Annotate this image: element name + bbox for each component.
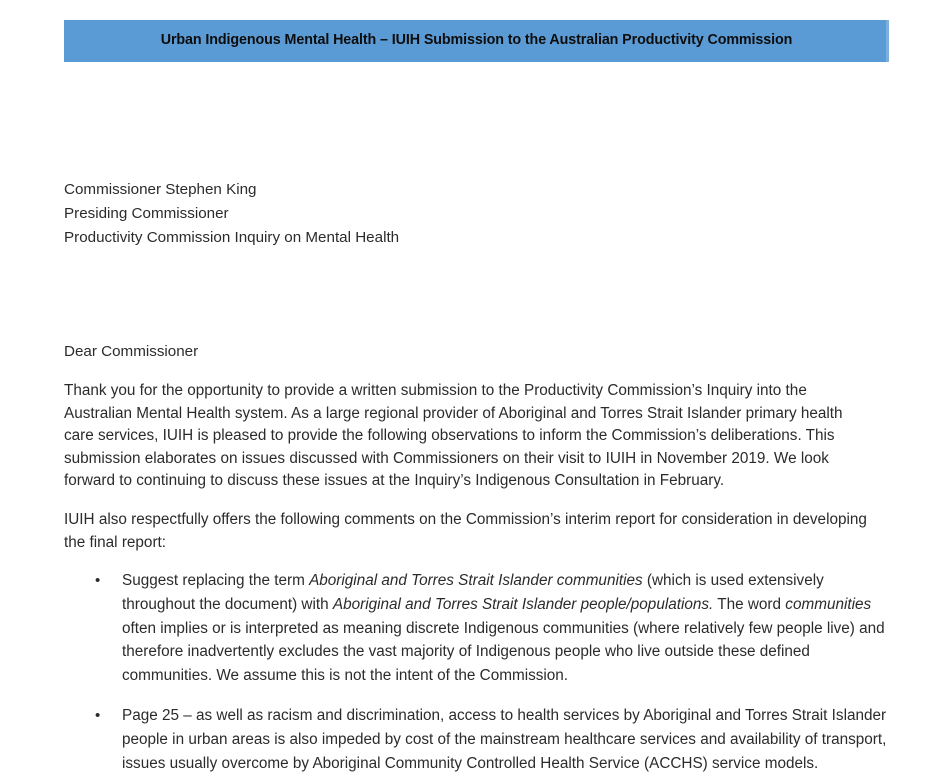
list-item-text: Suggest replacing the term Aboriginal and Torres Strait Islander communities (which is used extensively throughout the document) with Aboriginal and Torres Strait Islander people/populations. The word communities often implies or is interpreted as meaning discrete Indigenous communities (where relatively few people live) and therefore inadvertently excludes the vast majority of Indigenous people who live outside these defined communities. We assume this is not the intent of the Commission. <box>122 572 885 684</box>
bullet-marker-icon: • <box>95 572 101 590</box>
list-item <box>64 704 892 775</box>
emphasised-term: Aboriginal and Torres Strait Islander communities <box>309 572 643 590</box>
list-item-text: Page 25 – as well as racism and discrimination, access to health services by Aboriginal and Torres Strait Islander people in urban areas is also impeded by cost of the mainstream healthcare services and availability of transport, issues usually overcome by Aboriginal Community Controlled Health Service (ACCHS) service models. <box>122 707 887 772</box>
document-header-banner <box>64 20 889 62</box>
bullet-marker-icon: • <box>95 707 101 725</box>
addressee-line-2: Presiding Commissioner <box>64 205 229 222</box>
list-item <box>64 569 892 687</box>
salutation: Dear Commissioner <box>64 343 199 360</box>
body-paragraph-1: Thank you for the opportunity to provide a written submission to the Productivity Commission’s Inquiry into the Australian Mental Health system. As a large regional provider of Aboriginal and Torres Strait Islander primary health care services, IUIH is pleased to provide the following observations to inform the Commission’s deliberations. This submission elaborates on issues discussed with Commissioners on their visit to IUIH in November 2019. We look forward to continuing to discuss these issues at the Inquiry’s Indigenous Consultation in February. <box>64 382 843 490</box>
emphasised-term: communities <box>785 596 872 614</box>
body-paragraph-2: IUIH also respectfully offers the following comments on the Commission’s interim report for consideration in developing the final report: <box>64 510 867 551</box>
document-body <box>64 178 892 775</box>
emphasised-term: Aboriginal and Torres Strait Islander people/populations. <box>332 596 714 614</box>
header-banner-right-edge <box>886 20 889 62</box>
document-header-title: Urban Indigenous Mental Health – IUIH Submission to the Australian Productivity Commission <box>160 32 793 49</box>
comments-bullet-list <box>64 569 892 775</box>
addressee-block <box>64 178 892 250</box>
addressee-line-3: Productivity Commission Inquiry on Mental Health <box>64 229 400 246</box>
addressee-line-1: Commissioner Stephen King <box>64 181 257 198</box>
